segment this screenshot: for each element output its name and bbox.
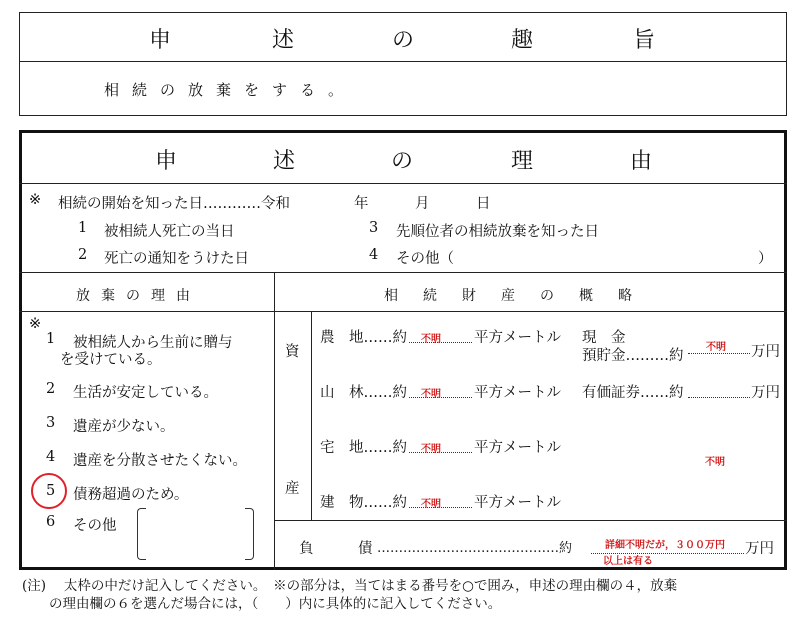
cash-value: 不明 — [706, 342, 726, 353]
purpose-title-1: 申 — [149, 28, 172, 53]
start-option-4: その他（ — [396, 251, 454, 267]
start-option-3: 先順位者の相続放棄を知った日 — [396, 224, 599, 240]
farmland-value: 不明 — [421, 334, 441, 345]
waiver-reason-header: 放棄の理由 — [76, 288, 201, 304]
reason-title-4: 理 — [511, 149, 534, 174]
forest-label: 山 林……約 — [320, 385, 407, 401]
reason-5-circle — [31, 473, 67, 509]
start-option-4-num: 4 — [369, 247, 379, 263]
purpose-title-2: 述 — [272, 28, 295, 53]
purpose-body: 相続の放棄をする。 — [104, 81, 357, 99]
debt-dots: ……………………………………約 — [377, 541, 573, 556]
residential-value: 不明 — [421, 444, 441, 455]
debt-label-2: 債 — [358, 541, 373, 557]
debt-unit: 万円 — [745, 541, 774, 557]
reason-4: 遺産を分散させたくない。 — [73, 453, 247, 469]
start-option-3-num: 3 — [369, 220, 379, 236]
start-option-2: 死亡の通知をうけた日 — [104, 251, 249, 267]
reason-title-3: の — [391, 149, 414, 174]
reason-1-cont: を受けている。 — [60, 352, 162, 368]
building-value: 不明 — [421, 499, 441, 510]
reason-3-num: 3 — [46, 415, 56, 431]
start-mark: ※ — [29, 192, 42, 208]
debt-label-1: 負 — [299, 541, 314, 557]
reason-5-num: 5 — [46, 483, 56, 499]
building-label: 建 物……約 — [320, 495, 407, 511]
debt-value-line-2: 以上は有る — [603, 556, 653, 567]
debt-value-line-1: 詳細不明だが，３００万円 — [605, 540, 725, 551]
start-year: 年 — [354, 196, 369, 212]
note-line-2: の理由欄の６を選んだ場合には，（ ）内に具体的に記入してください。 — [49, 596, 502, 612]
reason-2: 生活が安定している。 — [73, 385, 218, 401]
securities-unit: 万円 — [751, 385, 780, 401]
securities-label: 有価証券……約 — [582, 385, 684, 401]
start-option-4-close: ） — [758, 251, 773, 267]
reason-6: その他 — [73, 518, 117, 534]
start-month: 月 — [415, 196, 430, 212]
reason-6-num: 6 — [46, 514, 56, 530]
farmland-unit: 平方メートル — [474, 330, 561, 346]
cash-label-1: 現 金 — [582, 330, 626, 346]
reason-5: 債務超過のため。 — [73, 487, 189, 503]
start-day: 日 — [476, 196, 491, 212]
reason-4-num: 4 — [46, 449, 56, 465]
start-option-1: 被相続人死亡の当日 — [104, 224, 235, 240]
estate-summary-header: 相続財産の概略 — [384, 288, 657, 304]
other-asset-value: 不明 — [705, 457, 725, 468]
farmland-label: 農 地……約 — [320, 330, 407, 346]
reason-mark: ※ — [29, 316, 42, 332]
reason-6-bracket-left — [137, 508, 146, 560]
reason-2-num: 2 — [46, 381, 56, 397]
reason-3: 遺産が少ない。 — [73, 419, 175, 435]
reason-title-divider — [19, 183, 787, 184]
reason-title-2: 述 — [273, 149, 296, 174]
forest-value: 不明 — [421, 389, 441, 400]
reason-6-bracket-right — [245, 508, 254, 560]
asset-label-divider — [311, 311, 312, 520]
column-divider — [274, 272, 275, 570]
securities-value-line — [688, 379, 750, 398]
building-unit: 平方メートル — [474, 495, 561, 511]
start-option-1-num: 1 — [78, 220, 88, 236]
cash-unit: 万円 — [751, 344, 780, 360]
cash-label-2: 預貯金………約 — [582, 348, 684, 364]
forest-unit: 平方メートル — [474, 385, 561, 401]
asset-label-bottom: 産 — [285, 481, 300, 497]
residential-unit: 平方メートル — [474, 440, 561, 456]
reason-1: 被相続人から生前に贈与 — [73, 335, 233, 351]
purpose-divider — [19, 61, 787, 62]
debt-divider — [274, 520, 787, 521]
note-line-1: (注) 太枠の中だけ記入してください。 ※の部分は，当てはまる番号を○で囲み，申述の理由欄の４，放棄 — [22, 578, 678, 594]
purpose-title-3: の — [392, 28, 415, 53]
purpose-title-5: 旨 — [633, 28, 656, 53]
residential-label: 宅 地……約 — [320, 440, 407, 456]
reason-title-5: 由 — [630, 149, 653, 174]
start-date-divider — [19, 272, 787, 273]
purpose-title-4: 趣 — [511, 28, 534, 53]
start-option-2-num: 2 — [78, 247, 88, 263]
reason-1-num: 1 — [46, 331, 56, 347]
reason-title-1: 申 — [155, 149, 178, 174]
header-divider — [19, 311, 787, 312]
start-date-label: 相続の開始を知った日…………令和 — [58, 196, 290, 212]
asset-label-top: 資 — [285, 344, 300, 360]
